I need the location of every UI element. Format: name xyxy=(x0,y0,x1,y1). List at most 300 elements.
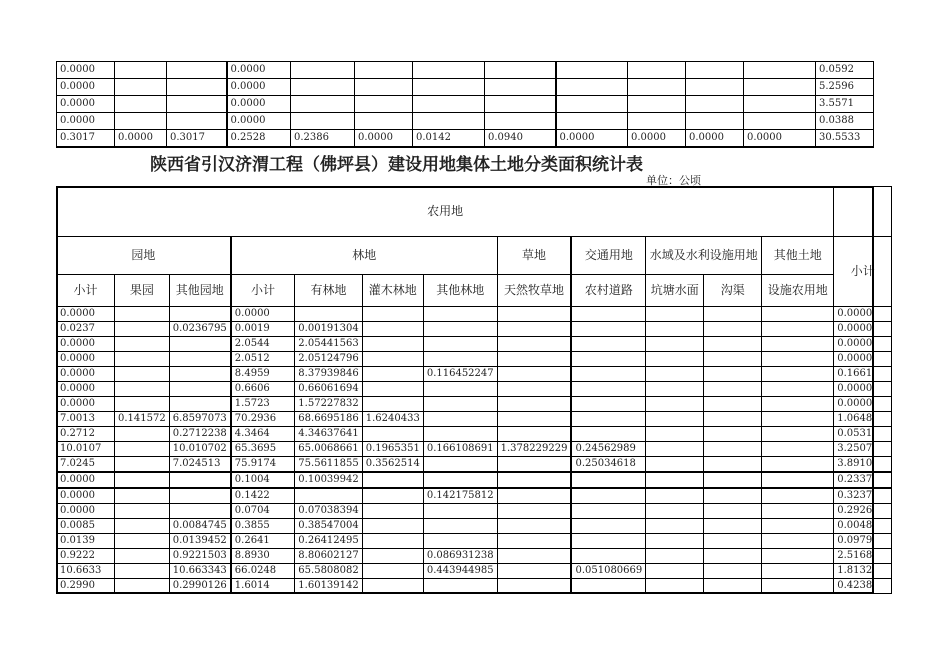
table-cell[interactable] xyxy=(571,504,645,519)
table-cell[interactable]: 0.0592 xyxy=(816,62,874,79)
table-cell[interactable]: 0.0000 xyxy=(834,322,892,337)
table-cell[interactable] xyxy=(744,79,816,96)
table-cell[interactable] xyxy=(762,534,834,549)
table-cell[interactable] xyxy=(355,79,413,96)
table-cell[interactable] xyxy=(497,382,571,397)
table-cell[interactable] xyxy=(413,62,485,79)
table-cell[interactable] xyxy=(556,62,628,79)
table-cell[interactable]: 75.5611855 xyxy=(295,457,362,473)
table-cell[interactable]: 0.0000 xyxy=(227,79,291,96)
table-cell[interactable]: 1.57227832 xyxy=(295,397,362,412)
table-cell[interactable] xyxy=(115,564,170,579)
table-cell[interactable] xyxy=(762,579,834,594)
table-cell[interactable]: 0.1661 xyxy=(834,367,892,382)
table-cell[interactable] xyxy=(704,367,762,382)
table-cell[interactable]: 0.0000 xyxy=(834,337,892,352)
table-cell[interactable]: 0.0237 xyxy=(57,322,115,337)
table-cell[interactable] xyxy=(115,519,170,534)
table-cell[interactable] xyxy=(744,96,816,113)
table-cell[interactable] xyxy=(497,427,571,442)
table-cell[interactable] xyxy=(115,427,170,442)
table-cell[interactable]: 0.0142 xyxy=(413,130,485,148)
table-cell[interactable] xyxy=(355,96,413,113)
table-cell[interactable] xyxy=(646,337,704,352)
table-cell[interactable]: 0.0000 xyxy=(57,307,115,322)
table-cell[interactable]: 0.0000 xyxy=(355,130,413,148)
table-cell[interactable]: 8.4959 xyxy=(231,367,295,382)
table-cell[interactable] xyxy=(744,113,816,130)
table-cell[interactable] xyxy=(362,579,423,594)
table-cell[interactable]: 0.10039942 xyxy=(295,472,362,488)
table-cell[interactable] xyxy=(169,488,231,504)
table-cell[interactable] xyxy=(762,427,834,442)
table-cell[interactable]: 0.0019 xyxy=(231,322,295,337)
table-cell[interactable] xyxy=(423,427,497,442)
table-cell[interactable] xyxy=(295,488,362,504)
table-cell[interactable] xyxy=(762,412,834,427)
table-cell[interactable] xyxy=(291,62,355,79)
table-cell[interactable]: 0.0000 xyxy=(556,130,628,148)
table-cell[interactable]: 0.0000 xyxy=(57,367,115,382)
table-cell[interactable]: 2.05441563 xyxy=(295,337,362,352)
table-cell[interactable]: 0.1965351 xyxy=(362,442,423,457)
table-cell[interactable] xyxy=(169,337,231,352)
table-cell[interactable]: 0.0000 xyxy=(628,130,686,148)
table-cell[interactable] xyxy=(571,397,645,412)
table-cell[interactable] xyxy=(704,382,762,397)
table-cell[interactable] xyxy=(169,352,231,367)
table-cell[interactable]: 0.0000 xyxy=(834,352,892,367)
table-cell[interactable] xyxy=(115,96,167,113)
table-cell[interactable]: 0.0000 xyxy=(227,96,291,113)
table-cell[interactable]: 0.3017 xyxy=(57,130,115,148)
table-cell[interactable] xyxy=(704,488,762,504)
table-cell[interactable]: 3.8910 xyxy=(834,457,892,473)
table-cell[interactable]: 0.0704 xyxy=(231,504,295,519)
table-cell[interactable] xyxy=(571,549,645,564)
table-cell[interactable] xyxy=(628,62,686,79)
table-cell[interactable]: 0.2712 xyxy=(57,427,115,442)
table-cell[interactable]: 3.2507 xyxy=(834,442,892,457)
table-cell[interactable]: 0.443944985 xyxy=(423,564,497,579)
table-cell[interactable]: 75.9174 xyxy=(231,457,295,473)
table-cell[interactable]: 8.80602127 xyxy=(295,549,362,564)
table-cell[interactable] xyxy=(762,442,834,457)
table-cell[interactable]: 0.07038394 xyxy=(295,504,362,519)
table-cell[interactable]: 0.2337 xyxy=(834,472,892,488)
table-cell[interactable] xyxy=(167,96,227,113)
table-cell[interactable]: 0.141572 xyxy=(115,412,170,427)
table-cell[interactable]: 0.0000 xyxy=(834,397,892,412)
table-cell[interactable] xyxy=(423,504,497,519)
table-cell[interactable] xyxy=(497,504,571,519)
table-cell[interactable] xyxy=(115,352,170,367)
table-cell[interactable]: 0.086931238 xyxy=(423,549,497,564)
table-cell[interactable] xyxy=(362,519,423,534)
table-cell[interactable]: 68.6695186 xyxy=(295,412,362,427)
table-cell[interactable] xyxy=(423,397,497,412)
table-cell[interactable] xyxy=(423,472,497,488)
table-cell[interactable] xyxy=(571,367,645,382)
table-cell[interactable] xyxy=(115,397,170,412)
table-cell[interactable]: 7.0013 xyxy=(57,412,115,427)
table-cell[interactable]: 0.0000 xyxy=(57,337,115,352)
table-cell[interactable] xyxy=(704,442,762,457)
table-cell[interactable] xyxy=(646,564,704,579)
table-cell[interactable] xyxy=(571,427,645,442)
table-cell[interactable] xyxy=(571,488,645,504)
table-cell[interactable] xyxy=(762,564,834,579)
table-cell[interactable] xyxy=(115,504,170,519)
table-cell[interactable]: 0.9221503 xyxy=(169,549,231,564)
table-cell[interactable] xyxy=(423,382,497,397)
table-cell[interactable] xyxy=(497,352,571,367)
table-cell[interactable] xyxy=(413,96,485,113)
table-cell[interactable]: 0.0000 xyxy=(227,113,291,130)
table-cell[interactable] xyxy=(485,62,556,79)
table-cell[interactable]: 70.2936 xyxy=(231,412,295,427)
table-cell[interactable]: 65.0068661 xyxy=(295,442,362,457)
table-cell[interactable]: 0.2641 xyxy=(231,534,295,549)
table-cell[interactable] xyxy=(704,519,762,534)
table-cell[interactable] xyxy=(762,504,834,519)
table-cell[interactable]: 0.3562514 xyxy=(362,457,423,473)
table-cell[interactable] xyxy=(571,472,645,488)
table-cell[interactable] xyxy=(686,113,744,130)
table-cell[interactable]: 0.00191304 xyxy=(295,322,362,337)
table-cell[interactable]: 1.378229229 xyxy=(497,442,571,457)
table-cell[interactable] xyxy=(571,412,645,427)
table-cell[interactable] xyxy=(423,337,497,352)
table-cell[interactable]: 0.0000 xyxy=(57,397,115,412)
table-cell[interactable] xyxy=(704,427,762,442)
table-cell[interactable] xyxy=(423,457,497,473)
table-cell[interactable] xyxy=(628,113,686,130)
table-cell[interactable] xyxy=(115,488,170,504)
table-cell[interactable] xyxy=(646,472,704,488)
table-cell[interactable] xyxy=(497,534,571,549)
table-cell[interactable]: 0.0000 xyxy=(57,62,115,79)
table-cell[interactable] xyxy=(485,79,556,96)
table-cell[interactable] xyxy=(362,427,423,442)
table-cell[interactable]: 7.024513 xyxy=(169,457,231,473)
table-cell[interactable]: 0.3017 xyxy=(167,130,227,148)
table-cell[interactable] xyxy=(115,62,167,79)
table-cell[interactable] xyxy=(355,62,413,79)
table-cell[interactable] xyxy=(291,79,355,96)
table-cell[interactable] xyxy=(704,579,762,594)
table-cell[interactable] xyxy=(362,549,423,564)
table-cell[interactable] xyxy=(646,397,704,412)
table-cell[interactable] xyxy=(291,113,355,130)
table-cell[interactable] xyxy=(167,62,227,79)
table-cell[interactable] xyxy=(362,534,423,549)
table-cell[interactable] xyxy=(646,412,704,427)
table-cell[interactable] xyxy=(571,307,645,322)
table-cell[interactable]: 0.0085 xyxy=(57,519,115,534)
table-cell[interactable] xyxy=(485,113,556,130)
table-cell[interactable] xyxy=(423,519,497,534)
table-cell[interactable] xyxy=(362,307,423,322)
table-cell[interactable] xyxy=(497,307,571,322)
table-cell[interactable] xyxy=(362,337,423,352)
table-cell[interactable]: 2.0544 xyxy=(231,337,295,352)
table-cell[interactable] xyxy=(362,504,423,519)
table-cell[interactable]: 0.24562989 xyxy=(571,442,645,457)
table-cell[interactable] xyxy=(571,322,645,337)
table-cell[interactable] xyxy=(571,579,645,594)
table-cell[interactable]: 0.0236795 xyxy=(169,322,231,337)
table-cell[interactable]: 2.0512 xyxy=(231,352,295,367)
table-cell[interactable] xyxy=(423,352,497,367)
table-cell[interactable] xyxy=(762,457,834,473)
table-cell[interactable] xyxy=(571,382,645,397)
table-cell[interactable] xyxy=(704,534,762,549)
table-cell[interactable]: 0.2386 xyxy=(291,130,355,148)
table-cell[interactable] xyxy=(762,307,834,322)
table-cell[interactable] xyxy=(646,352,704,367)
table-cell[interactable]: 0.4238 xyxy=(834,579,892,594)
table-cell[interactable] xyxy=(646,442,704,457)
table-cell[interactable]: 0.0000 xyxy=(834,307,892,322)
table-cell[interactable] xyxy=(686,62,744,79)
table-cell[interactable]: 0.0000 xyxy=(57,382,115,397)
table-cell[interactable]: 0.0000 xyxy=(57,488,115,504)
table-cell[interactable]: 7.0245 xyxy=(57,457,115,473)
table-cell[interactable]: 0.38547004 xyxy=(295,519,362,534)
table-cell[interactable] xyxy=(571,534,645,549)
table-cell[interactable] xyxy=(362,382,423,397)
table-cell[interactable] xyxy=(646,367,704,382)
table-cell[interactable] xyxy=(646,519,704,534)
table-cell[interactable]: 0.0000 xyxy=(686,130,744,148)
table-cell[interactable] xyxy=(704,472,762,488)
table-cell[interactable] xyxy=(167,113,227,130)
table-cell[interactable]: 0.2528 xyxy=(227,130,291,148)
table-cell[interactable] xyxy=(115,337,170,352)
table-cell[interactable] xyxy=(646,307,704,322)
table-cell[interactable]: 10.663343 xyxy=(169,564,231,579)
table-cell[interactable] xyxy=(646,579,704,594)
table-cell[interactable] xyxy=(362,322,423,337)
table-cell[interactable]: 1.5723 xyxy=(231,397,295,412)
table-cell[interactable]: 0.2712238 xyxy=(169,427,231,442)
table-cell[interactable]: 10.0107 xyxy=(57,442,115,457)
table-cell[interactable] xyxy=(646,382,704,397)
table-cell[interactable]: 8.37939846 xyxy=(295,367,362,382)
table-cell[interactable] xyxy=(169,472,231,488)
table-cell[interactable]: 0.0048 xyxy=(834,519,892,534)
table-cell[interactable]: 1.0648 xyxy=(834,412,892,427)
table-cell[interactable] xyxy=(762,322,834,337)
table-cell[interactable]: 0.142175812 xyxy=(423,488,497,504)
table-cell[interactable] xyxy=(291,96,355,113)
table-cell[interactable] xyxy=(704,337,762,352)
table-cell[interactable] xyxy=(169,382,231,397)
table-cell[interactable] xyxy=(115,579,170,594)
table-cell[interactable]: 1.8132 xyxy=(834,564,892,579)
table-cell[interactable] xyxy=(628,96,686,113)
table-cell[interactable] xyxy=(423,579,497,594)
table-cell[interactable] xyxy=(646,457,704,473)
table-cell[interactable] xyxy=(362,472,423,488)
table-cell[interactable] xyxy=(169,367,231,382)
table-cell[interactable]: 4.3464 xyxy=(231,427,295,442)
table-cell[interactable] xyxy=(485,96,556,113)
table-cell[interactable]: 0.0000 xyxy=(744,130,816,148)
table-cell[interactable] xyxy=(115,322,170,337)
table-cell[interactable]: 0.166108691 xyxy=(423,442,497,457)
table-cell[interactable] xyxy=(762,352,834,367)
table-cell[interactable] xyxy=(497,488,571,504)
table-cell[interactable] xyxy=(115,79,167,96)
table-cell[interactable]: 0.2990126 xyxy=(169,579,231,594)
table-cell[interactable]: 0.0531 xyxy=(834,427,892,442)
table-cell[interactable] xyxy=(115,549,170,564)
table-cell[interactable]: 65.3695 xyxy=(231,442,295,457)
table-cell[interactable]: 0.0000 xyxy=(227,62,291,79)
table-cell[interactable] xyxy=(628,79,686,96)
table-cell[interactable] xyxy=(423,412,497,427)
table-cell[interactable] xyxy=(646,488,704,504)
table-cell[interactable] xyxy=(423,307,497,322)
table-cell[interactable]: 0.66061694 xyxy=(295,382,362,397)
table-cell[interactable] xyxy=(362,564,423,579)
table-cell[interactable] xyxy=(362,367,423,382)
table-cell[interactable] xyxy=(115,367,170,382)
table-cell[interactable]: 0.1422 xyxy=(231,488,295,504)
table-cell[interactable] xyxy=(362,488,423,504)
table-cell[interactable] xyxy=(355,113,413,130)
table-cell[interactable]: 0.3237 xyxy=(834,488,892,504)
table-cell[interactable]: 0.1004 xyxy=(231,472,295,488)
table-cell[interactable] xyxy=(744,62,816,79)
table-cell[interactable] xyxy=(762,367,834,382)
table-cell[interactable]: 0.0000 xyxy=(57,96,115,113)
table-cell[interactable] xyxy=(646,427,704,442)
table-cell[interactable]: 0.0000 xyxy=(57,113,115,130)
table-cell[interactable]: 0.0000 xyxy=(57,472,115,488)
table-cell[interactable]: 2.05124796 xyxy=(295,352,362,367)
table-cell[interactable] xyxy=(704,352,762,367)
table-cell[interactable] xyxy=(497,579,571,594)
table-cell[interactable] xyxy=(556,113,628,130)
table-cell[interactable] xyxy=(762,549,834,564)
table-cell[interactable]: 1.6014 xyxy=(231,579,295,594)
table-cell[interactable]: 0.0000 xyxy=(57,504,115,519)
table-cell[interactable]: 0.0388 xyxy=(816,113,874,130)
table-cell[interactable]: 0.6606 xyxy=(231,382,295,397)
table-cell[interactable] xyxy=(115,442,170,457)
table-cell[interactable] xyxy=(413,113,485,130)
table-cell[interactable]: 0.0979 xyxy=(834,534,892,549)
table-cell[interactable] xyxy=(704,322,762,337)
table-cell[interactable] xyxy=(762,472,834,488)
table-cell[interactable] xyxy=(115,534,170,549)
table-cell[interactable]: 10.010702 xyxy=(169,442,231,457)
table-cell[interactable]: 0.0000 xyxy=(115,130,167,148)
table-cell[interactable]: 8.8930 xyxy=(231,549,295,564)
table-cell[interactable] xyxy=(762,337,834,352)
table-cell[interactable] xyxy=(497,519,571,534)
table-cell[interactable] xyxy=(704,397,762,412)
table-cell[interactable] xyxy=(497,457,571,473)
table-cell[interactable] xyxy=(169,504,231,519)
table-cell[interactable] xyxy=(646,534,704,549)
table-cell[interactable] xyxy=(571,519,645,534)
table-cell[interactable] xyxy=(497,472,571,488)
table-cell[interactable]: 66.0248 xyxy=(231,564,295,579)
table-cell[interactable]: 0.26412495 xyxy=(295,534,362,549)
table-cell[interactable] xyxy=(362,352,423,367)
table-cell[interactable] xyxy=(571,352,645,367)
table-cell[interactable]: 0.0000 xyxy=(57,352,115,367)
table-cell[interactable]: 10.6633 xyxy=(57,564,115,579)
table-cell[interactable] xyxy=(169,307,231,322)
table-cell[interactable] xyxy=(497,322,571,337)
table-cell[interactable]: 0.116452247 xyxy=(423,367,497,382)
table-cell[interactable]: 0.0000 xyxy=(231,307,295,322)
table-cell[interactable] xyxy=(704,307,762,322)
table-cell[interactable] xyxy=(704,564,762,579)
table-cell[interactable] xyxy=(115,113,167,130)
table-cell[interactable] xyxy=(704,549,762,564)
table-cell[interactable] xyxy=(686,79,744,96)
table-cell[interactable]: 4.34637641 xyxy=(295,427,362,442)
table-cell[interactable]: 0.25034618 xyxy=(571,457,645,473)
table-cell[interactable] xyxy=(497,337,571,352)
table-cell[interactable] xyxy=(115,472,170,488)
table-cell[interactable] xyxy=(646,549,704,564)
table-cell[interactable] xyxy=(169,397,231,412)
table-cell[interactable]: 2.5168 xyxy=(834,549,892,564)
table-cell[interactable]: 0.0940 xyxy=(485,130,556,148)
table-cell[interactable] xyxy=(497,549,571,564)
table-cell[interactable] xyxy=(167,79,227,96)
table-cell[interactable] xyxy=(646,322,704,337)
table-cell[interactable] xyxy=(497,397,571,412)
table-cell[interactable]: 6.8597073 xyxy=(169,412,231,427)
table-cell[interactable] xyxy=(423,322,497,337)
table-cell[interactable] xyxy=(413,79,485,96)
table-cell[interactable] xyxy=(762,382,834,397)
table-cell[interactable]: 0.0000 xyxy=(57,79,115,96)
table-cell[interactable]: 0.051080669 xyxy=(571,564,645,579)
table-cell[interactable] xyxy=(295,307,362,322)
table-cell[interactable]: 65.5808082 xyxy=(295,564,362,579)
table-cell[interactable]: 0.0139 xyxy=(57,534,115,549)
table-cell[interactable] xyxy=(497,564,571,579)
table-cell[interactable]: 0.3855 xyxy=(231,519,295,534)
table-cell[interactable]: 0.2990 xyxy=(57,579,115,594)
table-cell[interactable] xyxy=(497,412,571,427)
table-cell[interactable] xyxy=(762,488,834,504)
table-cell[interactable] xyxy=(115,307,170,322)
table-cell[interactable] xyxy=(556,79,628,96)
table-cell[interactable]: 0.2926 xyxy=(834,504,892,519)
table-cell[interactable]: 1.60139142 xyxy=(295,579,362,594)
table-cell[interactable]: 1.6240433 xyxy=(362,412,423,427)
table-cell[interactable] xyxy=(423,534,497,549)
table-cell[interactable]: 5.2596 xyxy=(816,79,874,96)
table-cell[interactable] xyxy=(115,457,170,473)
table-cell[interactable] xyxy=(762,397,834,412)
table-cell[interactable] xyxy=(704,457,762,473)
table-cell[interactable] xyxy=(646,504,704,519)
table-cell[interactable] xyxy=(762,519,834,534)
table-cell[interactable]: 0.0139452 xyxy=(169,534,231,549)
table-cell[interactable] xyxy=(704,504,762,519)
